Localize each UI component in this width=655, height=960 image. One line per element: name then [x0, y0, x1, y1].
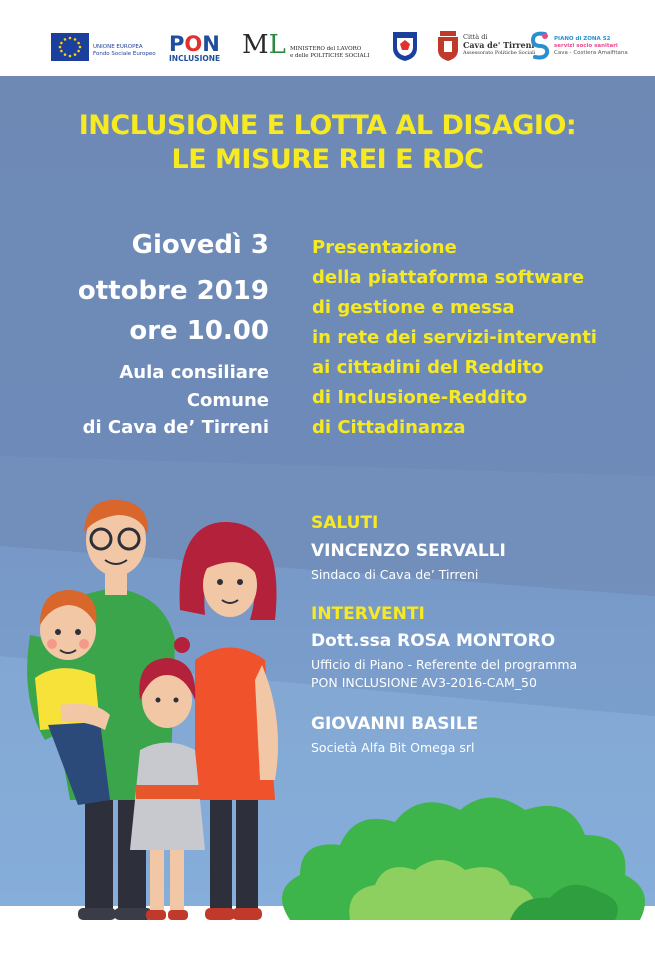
speaker1-role-line2: PON INCLUSIONE AV3-2016-CAM_50 [311, 675, 537, 690]
cava-line1: Città di [463, 33, 488, 41]
pon-logo-n: N [202, 32, 220, 56]
event-date-line1: Giovedì 3 [131, 230, 269, 260]
ministero-logo-mark [242, 30, 286, 60]
speaker2-name: GIOVANNI BASILE [311, 714, 479, 734]
piano-logo-text [554, 36, 628, 57]
eu-flag-icon [51, 33, 89, 61]
speaker1-role-line1: Ufficio di Piano - Referente del programma [311, 657, 578, 672]
cava-logo-text [463, 33, 535, 57]
presentation-line: di gestione e messa [312, 297, 515, 318]
poster-title-line1: INCLUSIONE E LOTTA AL DISAGIO: [78, 110, 577, 141]
pon-logo [169, 32, 220, 56]
piano-di-zona-icon [529, 30, 551, 60]
logo-strip [0, 0, 655, 76]
piano-line1: PIANO di ZONA S2 [554, 36, 611, 42]
cava-line2: Cava de' Tirreni [463, 40, 535, 50]
family-illustration [0, 460, 320, 930]
ml-mark-l: L [268, 30, 286, 60]
interventi-heading: INTERVENTI [311, 604, 425, 624]
eu-logo-text [93, 44, 156, 58]
pon-logo-subtitle: INCLUSIONE [169, 54, 221, 63]
cava-line3: Assessorato Politiche Sociali [463, 50, 536, 56]
presentation-line: della piattaforma software [312, 267, 585, 288]
presentation-line: in rete dei servizi-interventi [312, 327, 597, 348]
saluti-heading: SALUTI [311, 513, 379, 533]
regione-campania-crest-icon [391, 30, 419, 62]
saluti-speaker-role: Sindaco di Cava de’ Tirreni [311, 567, 479, 582]
presentation-line: di Cittadinanza [312, 417, 466, 438]
event-place-line1: Aula consiliare [119, 362, 269, 383]
pon-logo-o: O [184, 32, 203, 56]
event-place-line3: di Cava de’ Tirreni [82, 417, 269, 438]
ml-mark-m: M [242, 30, 269, 60]
piano-line2: servizi socio sanitari [554, 43, 618, 49]
event-place-line2: Comune [186, 390, 269, 411]
eu-logo-line2: Fondo Sociale Europeo [93, 51, 156, 57]
speaker2-role: Società Alfa Bit Omega srl [311, 740, 475, 755]
presentation-line: di Inclusione-Reddito [312, 387, 528, 408]
cava-crest-icon [436, 30, 460, 62]
event-time: ore 10.00 [129, 316, 269, 346]
saluti-speaker-name: VINCENZO SERVALLI [311, 541, 506, 561]
presentation-description [312, 233, 597, 443]
ministero-line1: MINISTERO del LAVORO [290, 46, 362, 52]
event-date-line2: ottobre 2019 [77, 276, 269, 306]
bush-illustration [270, 780, 655, 920]
ministero-logo-text [290, 46, 369, 60]
pon-logo-p: P [169, 32, 185, 56]
speaker1-name: Dott.ssa ROSA MONTORO [311, 631, 556, 651]
ministero-line2: e delle POLITICHE SOCIALI [290, 53, 370, 59]
eu-logo-line1: UNIONE EUROPEA [93, 44, 143, 50]
piano-line3: Cava - Costiera Amalfitana [554, 50, 628, 56]
poster-title-line2: LE MISURE REI E RDC [171, 144, 484, 175]
presentation-line: Presentazione [312, 237, 457, 258]
presentation-line: ai cittadini del Reddito [312, 357, 544, 378]
